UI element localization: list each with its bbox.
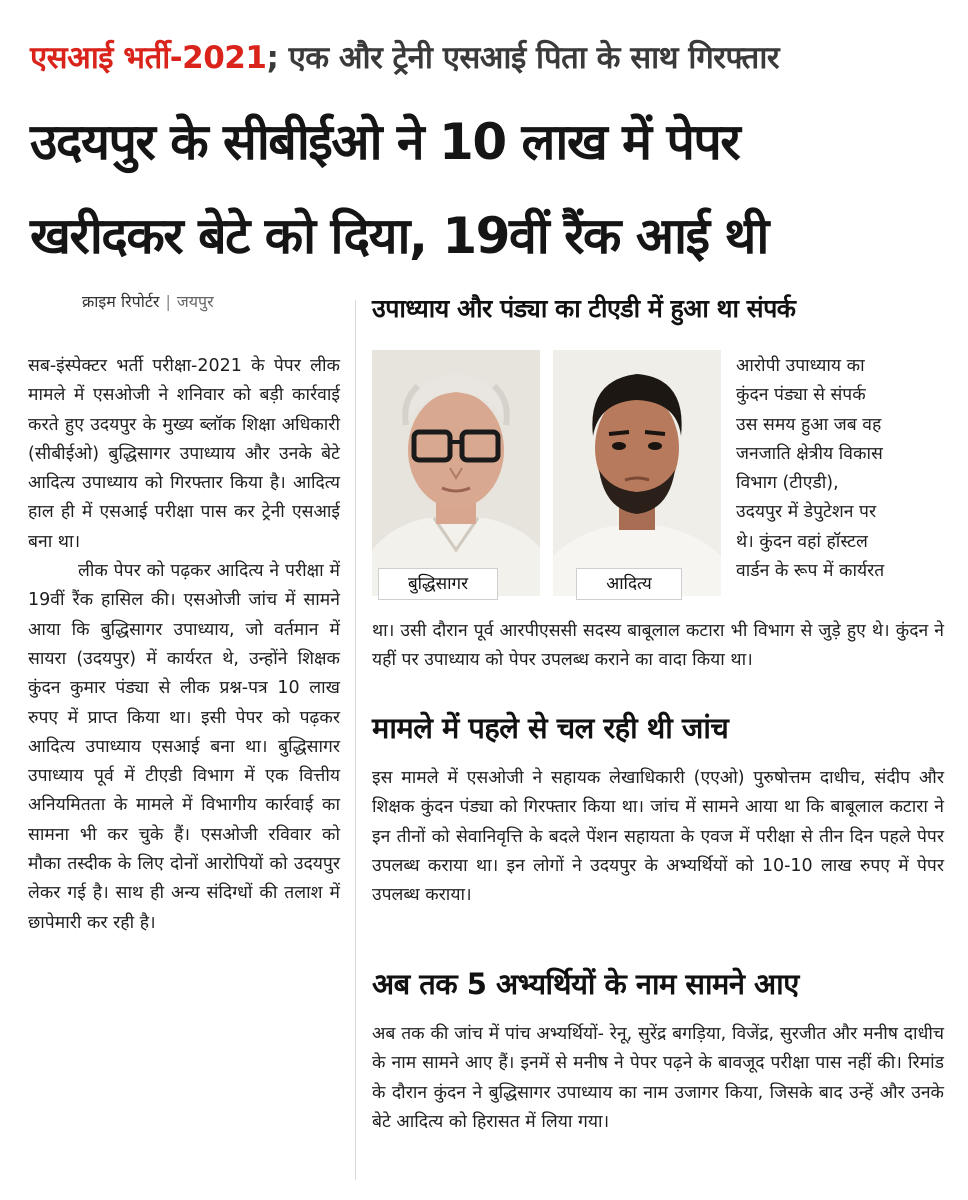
section-heading-investigation: मामले में पहले से चल रही थी जांच [372,711,729,745]
section-heading-contact: उपाध्याय और पंड्या का टीएडी में हुआ था संपर्क [372,294,796,323]
section2-body: इस मामले में एसओजी ने सहायक लेखाधिकारी (एएओ) पुरुषोत्तम दाधीच, संदीप और शिक्षक कुंदन पंड्या को गिरफ्तार किया था। जांच में सामने आया था कि बाबूलाल कटारा ने इन तीनों को सेवानिवृत्ति के बदले पेंशन सहायता के एवज में परीक्षा से तीन दिन पहले पेपर उपलब्ध कराया था। इन लोगों ने उदयपुर के अभ्यर्थियों को 10-10 लाख रुपए में पेपर उपलब्ध कराया। [372,768,944,906]
left-paragraph-2: लीक पेपर को पढ़कर आदित्य ने परीक्षा में 19वीं रैंक हासिल की। एसओजी जांच में सामने आया कि बुद्धिसागर उपाध्याय, जो वर्तमान में सायरा (उदयपुर) में कार्यरत थे, उन्होंने शिक्षक कुंदन कुमार पंड्या से लीक प्रश्न-पत्र 10 लाख रुपए में प्राप्त किया था। इसी पेपर को पढ़कर आदित्य उपाध्याय एसआई बना था। बुद्धिसागर उपाध्याय पूर्व में टीएडी विभाग में एक वित्तीय अनियमितता के मामले में विभागीय कार्रवाई का सामना भी कर चुके हैं। एसओजी रविवार को मौका तस्दीक के लिए दोनों आरोपियों को उदयपुर लेकर गई है। साथ ही अन्य संदिग्धों की तलाश में छापेमारी कर रही है। [28,561,340,933]
headline-line-1: उदयपुर के सीबीईओ ने 10 लाख में पेपर [30,113,740,171]
photo-buddhisagar [372,350,540,596]
section-heading-candidates: अब तक 5 अभ्यर्थियों के नाम सामने आए [372,967,799,1001]
byline-city: जयपुर [176,292,214,311]
narrow-line: कुंदन पंड्या से संपर्क [736,385,866,406]
photo-aditya [553,350,721,596]
left-column [28,352,340,938]
column-divider [355,300,356,1180]
narrow-line: वार्डन के रूप में कार्यरत [736,561,885,582]
section3-body-block [372,1020,944,1137]
section1-continuation [372,617,944,676]
kicker-subtitle: ; एक और ट्रेनी एसआई पिता के साथ गिरफ्तार [266,40,780,76]
section2-body-block [372,764,944,910]
photo-caption-aditya: आदित्य [576,568,682,600]
left-paragraph-1: सब-इंस्पेक्टर भर्ती परीक्षा-2021 के पेपर लीक मामले में एसओजी ने शनिवार को बड़ी कार्रवाई करते हुए उदयपुर के मुख्य ब्लॉक शिक्षा अधिकारी (सीबीईओ) बुद्धिसागर उपाध्याय और उनके बेटे आदित्य उपाध्याय को गिरफ्तार किया है। आदित्य हाल ही में एसआई परीक्षा पास कर ट्रेनी एसआई बना था। [28,356,340,552]
portrait-aditya-illustration [553,350,721,596]
narrow-line: थे। कुंदन वहां हॉस्टल [736,531,868,552]
headline [30,95,950,283]
narrow-line: उस समय हुआ जब वह [736,414,882,435]
section1-narrow-text [736,352,944,586]
narrow-line: जनजाति क्षेत्रीय विकास [736,443,883,464]
portrait-buddhisagar-illustration [372,350,540,596]
headline-line-2: खरीदकर बेटे को दिया, 19वीं रैंक आई थी [30,207,768,265]
photo-caption-buddhisagar: बुद्धिसागर [378,568,498,600]
byline-separator: | [165,292,171,311]
section1-continuation-text: था। उसी दौरान पूर्व आरपीएससी सदस्य बाबूलाल कटारा भी विभाग से जुड़े हुए थे। कुंदन ने यहीं पर उपाध्याय को पेपर उपलब्ध कराने का वादा किया था। [372,621,944,671]
narrow-line: विभाग (टीएडी), [736,473,839,494]
kicker-label: एसआई भर्ती-2021 [30,40,267,76]
narrow-line: आरोपी उपाध्याय का [736,356,865,376]
section3-body: अब तक की जांच में पांच अभ्यर्थियों- रेनू, सुरेंद्र बगड़िया, विजेंद्र, सुरजीत और मनीष दाधीच के नाम सामने आए हैं। इनमें से मनीष ने पेपर पढ़ने के बावजूद परीक्षा पास नहीं की। रिमांड के दौरान कुंदन ने बुद्धिसागर उपाध्याय का नाम उजागर किया, जिसके बाद उन्हें और उनके बेटे आदित्य को हिरासत में लिया गया। [372,1024,944,1132]
byline-reporter: क्राइम रिपोर्टर [82,292,160,311]
narrow-line: उदयपुर में डेपुटेशन पर [736,502,877,523]
kicker-line [30,28,950,88]
byline [82,290,342,312]
